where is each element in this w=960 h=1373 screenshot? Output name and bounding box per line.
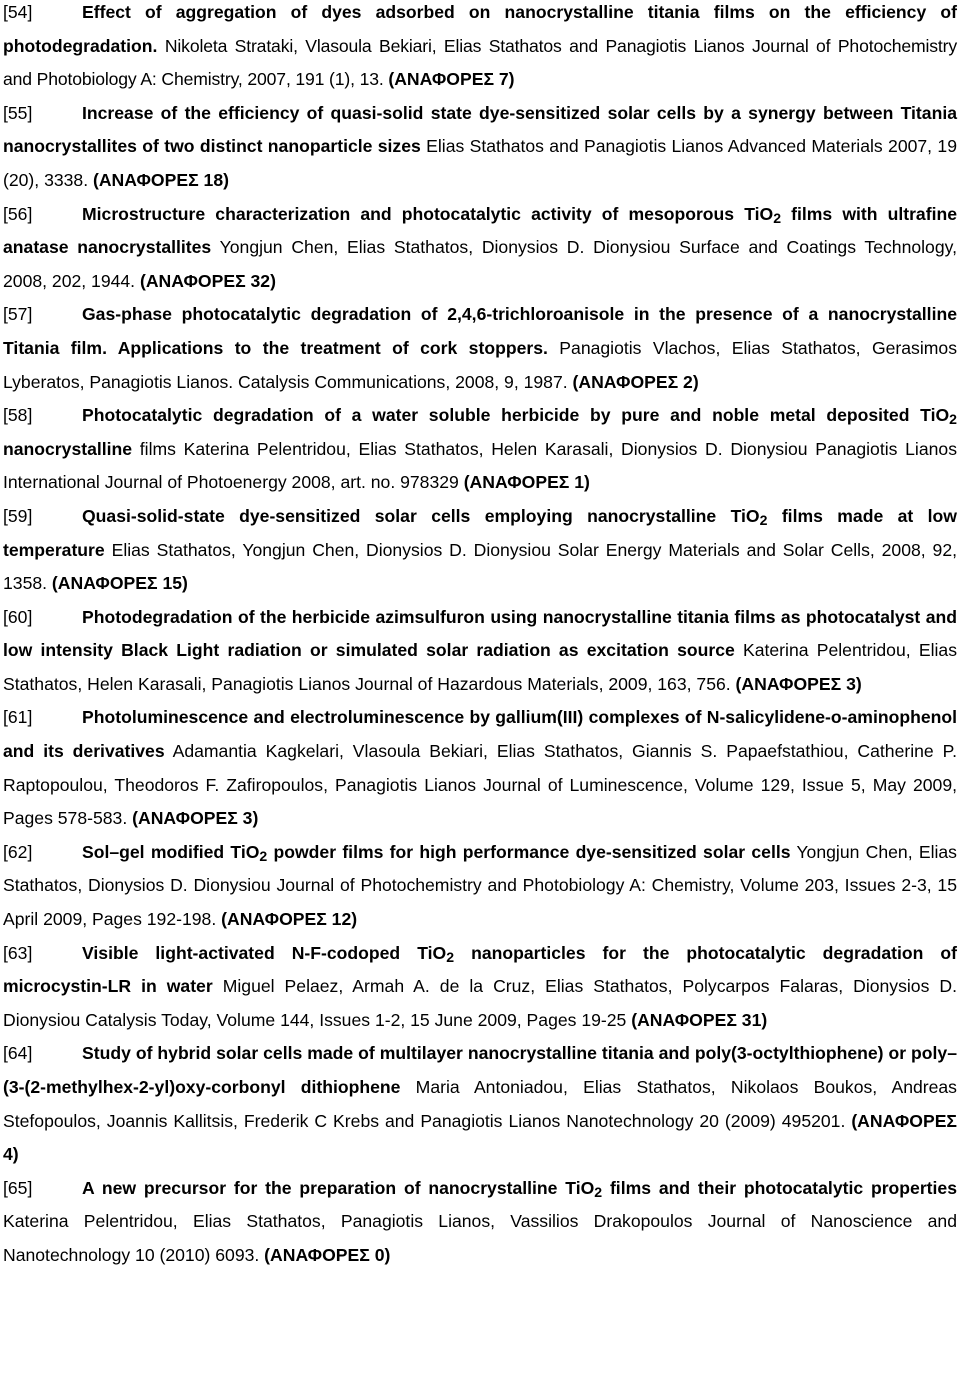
reference-details: Maria Antoniadou, Elias Stathatos, Nikolaos Boukos, Andreas Stefopoulos, Joannis Kallitsis, Frederik C Krebs and Panagiotis Lianos Nanotechnology 20 (2009) 495201. [3,1077,957,1131]
reference-citations: (ΑΝΑΦΟΡΕΣ 2) [572,371,699,392]
reference-item-54 [3,0,957,97]
reference-title: Photodegradation of the herbicide azimsulfuron using nanocrystalline titania films as photocatalyst and low intensity Black Light radiation or simulated solar radiation as excitation source [3,606,957,661]
reference-citations: (ΑΝΑΦΟΡΕΣ 4) [3,1110,957,1165]
reference-title: Visible light-activated N-F-codoped TiO$_2$ nanoparticles for the photocatalytic degradation of microcystin-LR in water [3,942,957,997]
reference-title: Effect of aggregation of dyes adsorbed on nanocrystalline titania films on the efficiency of photodegradation. [3,2,957,56]
reference-item-57 [3,298,957,399]
reference-details: Katerina Pelentridou, Elias Stathatos, Helen Karasali, Panagiotis Lianos Journal of Hazardous Materials, 2009, 163, 756. [3,640,957,694]
reference-item-61 [3,701,957,835]
reference-item-58 [3,399,957,500]
reference-number: [57] [3,304,33,325]
reference-number: [54] [3,2,33,22]
reference-item-64 [3,1037,957,1171]
reference-item-59 [3,500,957,601]
reference-citations: (ΑΝΑΦΟΡΕΣ 15) [51,573,188,594]
reference-details: Nikoleta Strataki, Vlasoula Bekiari, Elias Stathatos and Panagiotis Lianos Journal of Photochemistry and Photobiology A: Chemistry, 2007, 191 (1), 13. [3,35,957,90]
reference-citations: (ΑΝΑΦΟΡΕΣ 32) [139,270,276,291]
reference-title: Photoluminescence and electroluminescence by gallium(III) complexes of N-salicylidene-o-aminophenol and its derivatives [3,707,957,762]
reference-title: Microstructure characterization and photocatalytic activity of mesoporous TiO$_2$ films with ultrafine anatase nanocrystallites [3,203,958,258]
reference-number: [56] [3,203,33,224]
reference-number: [65] [3,1177,33,1198]
reference-number: [64] [3,1043,33,1064]
reference-number: [58] [3,405,33,426]
reference-title: Gas-phase photocatalytic degradation of 2,4,6-trichloroanisole in the presence of a nanocrystalline Titania film. Applications to the treatment of cork stoppers. [3,304,957,358]
reference-details: films Katerina Pelentridou, Elias Stathatos, Helen Karasali, Dionysios D. Dionysiou Panagiotis Lianos International Journal of Photoenergy 2008, art. no. 978329 [3,438,957,493]
reference-title: Sol–gel modified TiO$_2$ powder films for high performance dye-sensitized solar cells [82,841,791,864]
reference-item-65 [3,1172,957,1273]
reference-number: [59] [3,505,33,526]
reference-number: [63] [3,942,33,963]
reference-number: [62] [3,841,33,862]
reference-citations: (ΑΝΑΦΟΡΕΣ 3) [735,673,862,694]
reference-details: Yongjun Chen, Elias Stathatos, Dionysios D. Dionysiou Surface and Coatings Technology, 2008, 202, 1944. [3,237,957,291]
reference-citations: (ΑΝΑΦΟΡΕΣ 3) [132,808,259,829]
reference-number: [61] [3,707,33,728]
reference-item-56 [3,198,957,299]
reference-title: Photocatalytic degradation of a water soluble herbicide by pure and noble metal deposited TiO$_2$ nanocrystalline [3,405,957,459]
reference-details: Elias Stathatos and Panagiotis Lianos Advanced Materials 2007, 19 (20), 3338. [3,136,957,190]
reference-item-60 [3,601,957,702]
reference-title: Increase of the efficiency of quasi-solid state dye-sensitized solar cells by a synergy between Titania nanocrystallites of two distinct nanoparticle sizes [3,102,957,157]
reference-title: A new precursor for the preparation of nanocrystalline TiO$_2$ films and their photocatalytic properties [82,1177,957,1200]
reference-title: Quasi-solid-state dye-sensitized solar cells employing nanocrystalline TiO$_2$ films made at low temperature [3,505,957,560]
reference-citations: (ΑΝΑΦΟΡΕΣ 12) [221,909,358,930]
reference-item-55 [3,97,957,198]
reference-details: Adamantia Kagkelari, Vlasoula Bekiari, Elias Stathatos, Giannis S. Papaefstathiou, Catherine P. Raptopoulou, Theodoros F. Zafiropoulos, Panagiotis Lianos Journal of Luminescence, Volume 129, Issue 5, May 2009, Pages 578-583. [3,741,957,829]
reference-details: Yongjun Chen, Elias Stathatos, Dionysios D. Dionysiou Journal of Photochemistry and Photobiology A: Chemistry, Volume 203, Issues 2-3, 15 April 2009, Pages 192-198. [3,841,957,930]
reference-details: Katerina Pelentridou, Elias Stathatos, Panagiotis Lianos, Vassilios Drakopoulos Journal of Nanoscience and Nanotechnology 10 (2010) 6093. [3,1211,957,1265]
reference-details: Miguel Pelaez, Armah A. de la Cruz, Elias Stathatos, Polycarpos Falaras, Dionysios D. Dionysiou Catalysis Today, Volume 144, Issues 1-2, 15 June 2009, Pages 19-25 [3,976,957,1030]
reference-citations: (ΑΝΑΦΟΡΕΣ 31) [631,1009,768,1030]
reference-number: [60] [3,606,33,627]
reference-details: Panagiotis Vlachos, Elias Stathatos, Gerasimos Lyberatos, Panagiotis Lianos. Catalysis Communications, 2008, 9, 1987. [3,337,958,392]
reference-number: [55] [3,102,33,123]
reference-citations: (ΑΝΑΦΟΡΕΣ 1) [463,472,590,493]
reference-details: Elias Stathatos, Yongjun Chen, Dionysios D. Dionysiou Solar Energy Materials and Solar Cells, 2008, 92, 1358. [3,539,957,594]
reference-title: Study of hybrid solar cells made of multilayer nanocrystalline titania and poly(3-octylthiophene) or poly–(3-(2-methylhex-2-yl)oxy-corbonyl dithiophene [3,1043,957,1097]
reference-item-62 [3,836,957,937]
reference-item-63 [3,937,957,1038]
reference-citations: (ΑΝΑΦΟΡΕΣ 18) [92,169,229,190]
reference-citations: (ΑΝΑΦΟΡΕΣ 7) [388,69,515,90]
reference-citations: (ΑΝΑΦΟΡΕΣ 0) [264,1244,391,1265]
